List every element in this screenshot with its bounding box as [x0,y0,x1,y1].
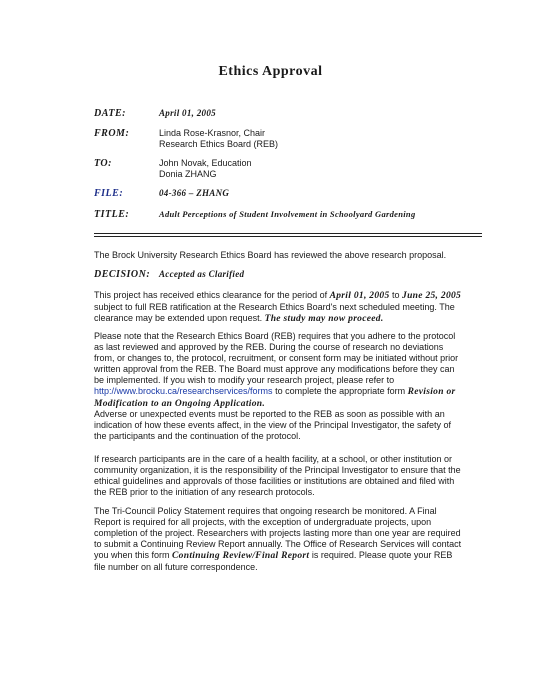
date-value: April 01, 2005 [159,108,216,118]
decision-value: Accepted as Clarified [159,269,245,279]
clearance-paragraph [94,290,466,325]
file-value: 04-366 – ZHANG [159,188,230,198]
to-supervisor: John Novak, Education [159,158,252,168]
adverse-events-paragraph: Adverse or unexpected events must be reported to the REB as soon as possible with an indication of how these events affect, in the view of the Principal Investigator, the safety of the participants and the continuation of the protocol. [94,409,452,441]
clearance-end-date: June 25, 2005 [402,291,462,301]
final-report-form-name: Continuing Review/Final Report [172,551,310,561]
divider-bottom [94,236,482,237]
tricouncil-paragraph [94,506,466,573]
decision-label: DECISION: [94,269,151,280]
to-student: Donia ZHANG [159,169,217,179]
tricouncil-text-2: is required. Please quote your REB file number on all future correspondence. [94,550,453,572]
from-value [159,128,278,150]
divider-top [94,233,482,234]
page-title: Ethics Approval [218,64,323,79]
modify-text-2: to complete the appropriate form [272,386,408,396]
from-name: Linda Rose-Krasnor, Chair [159,128,266,138]
to-label: TO: [94,158,112,169]
modification-form-name: Revision or Modification to an Ongoing Application. [94,387,456,409]
date-label: DATE: [94,108,126,119]
from-label: FROM: [94,128,130,139]
from-board: Research Ethics Board (REB) [159,139,279,149]
intro-text: The Brock University Research Ethics Board has reviewed the above research proposal. [94,250,447,260]
file-label: FILE: [94,188,124,199]
forms-link[interactable]: http://www.brocku.ca/researchservices/forms [94,386,273,396]
clearance-text-2: subject to full REB ratification at the Research Ethics Board's next scheduled meeting. The clearance may be extended upon request. [94,302,455,323]
tricouncil-text-1: The Tri-Council Policy Statement requires that ongoing research be monitored. A Final Report is required for all projects, with the exception of undergraduate projects, upon completion of the project. Researchers with projects lasting more than one year are required to submit a Continuing Review Report annually. The Office of Research Services will contact you when this form [94,506,462,560]
clearance-to: to [389,290,403,300]
proceed-text: The study may now proceed. [264,314,384,324]
to-value [159,158,252,180]
clearance-start-date: April 01, 2005 [329,291,390,301]
participants-paragraph: If research participants are in the care of a health facility, at a school, or other institution or community organization, it is the responsibility of the Principal Investigator to ensure that the ethical guidelines and approvals of those facilities or institutions are obtained and filed with the REB prior to the initiation of any research protocols. [94,454,461,497]
modify-paragraph [94,331,466,410]
title-label: TITLE: [94,209,130,220]
clearance-text-1: This project has received ethics clearance for the period of [94,290,330,300]
modify-text-1: Please note that the Research Ethics Board (REB) requires that you adhere to the protocol as last reviewed and approved by the REB. During the course of research no deviations from, or changes to, the protocol, recruitment, or consent form may be initiated without prior written approval from the REB. The Board must approve any modifications before they can be implemented. If you wish to modify your research project, please refer to [94,331,459,385]
project-title: Adult Perceptions of Student Involvement in Schoolyard Gardening [159,209,416,219]
